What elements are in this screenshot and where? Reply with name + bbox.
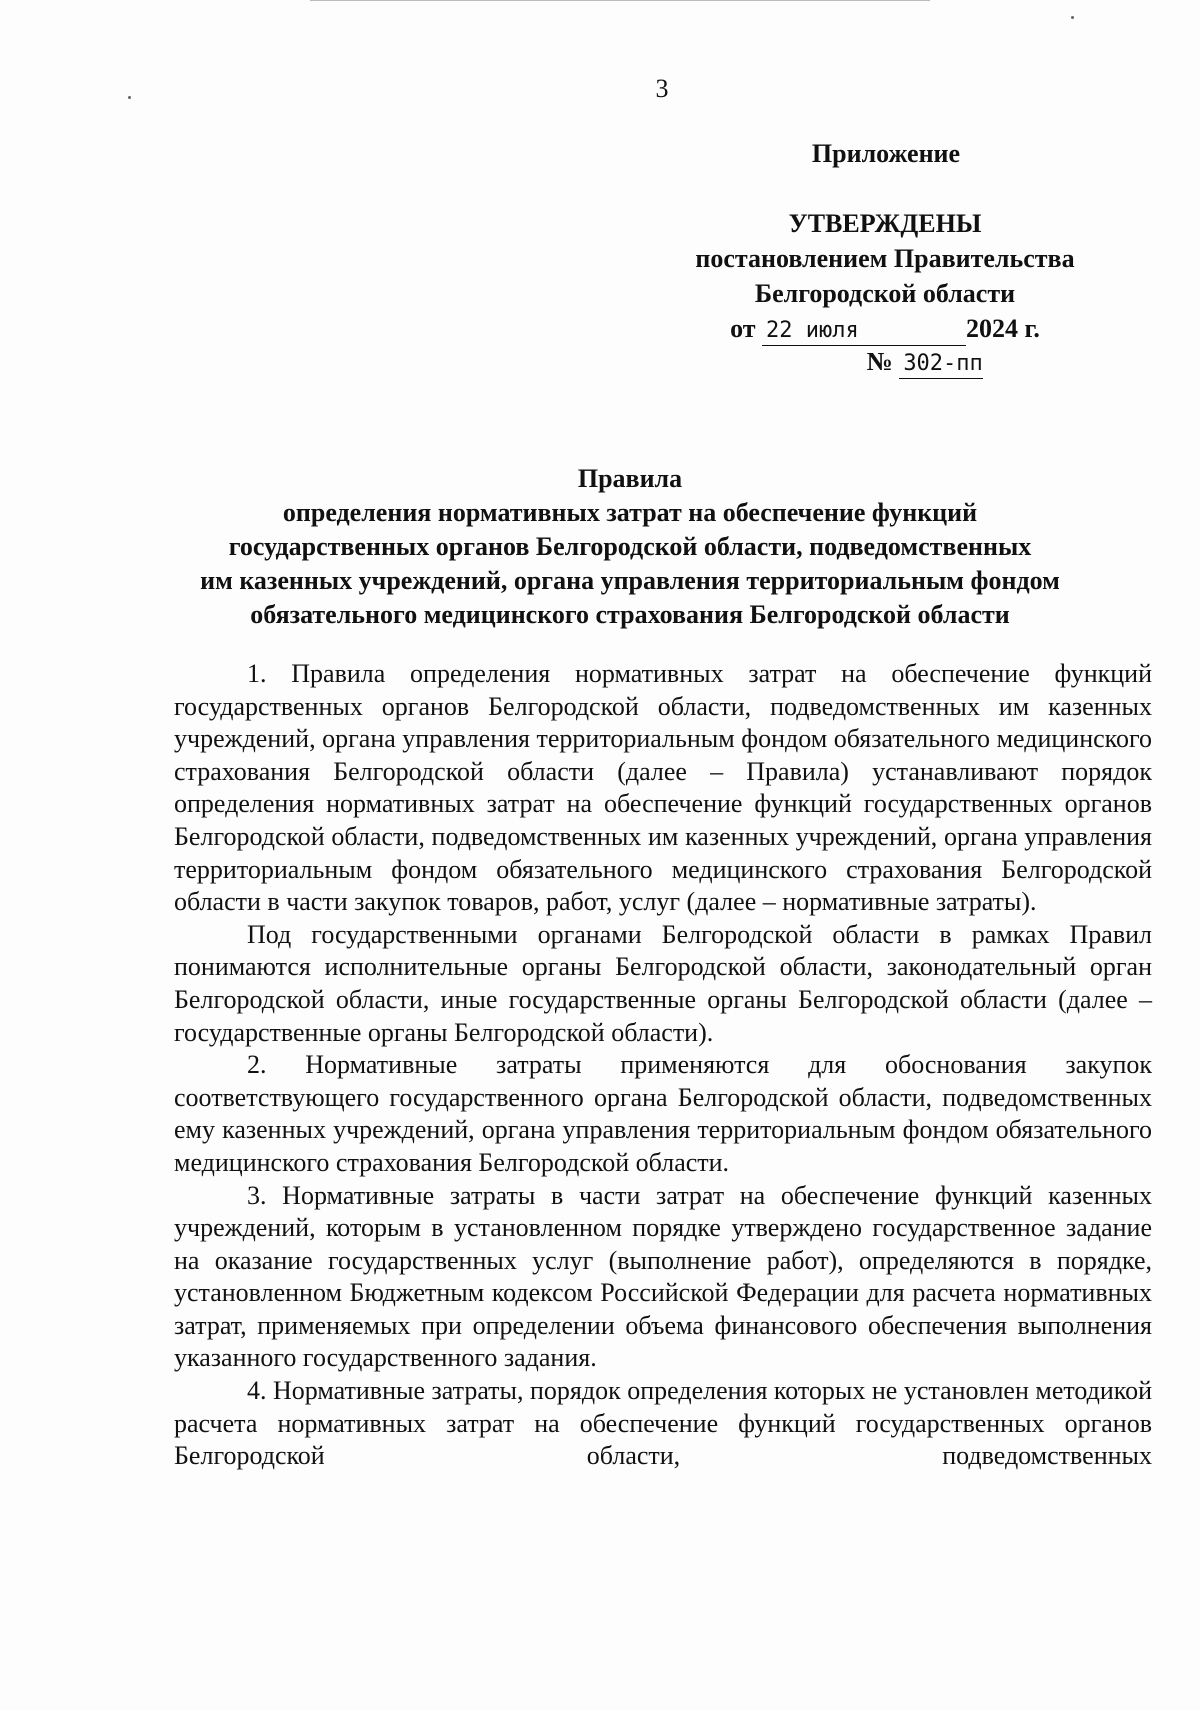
date-suffix: 2024 г. (966, 314, 1040, 343)
appendix-label: Приложение (811, 139, 961, 168)
title-line: обязательного медицинского страхования Белгородской области (250, 600, 1010, 629)
paragraph-1-definition: Под государственными органами Белгородской области в рамках Правил понимаются исполнительные органы Белгородской области, законодательный орган Белгородской области, иные государственные органы Белгородской области (далее – государственные органы Белгородской области). (174, 919, 1152, 1047)
paragraph-2: 2. Нормативные затраты применяются для обоснования закупок соответствующего государственного органа Белгородской области, подведомственных ему казенных учреждений, органа управления территориальным фондом обязательного медицинского страхования Белгородской области. (174, 1050, 1152, 1177)
paragraph-3: 3. Нормативные затраты в части затрат на обеспечение функций казенных учреждений, которым в установленном порядке утверждено государственное задание на оказание государственных услуг (выполнение работ), определяются в порядке, установленном Бюджетным кодексом Российской Федерации для расчета нормативных затрат, применяемых при определении объема финансового обеспечения выполнения указанного государственного задания. (174, 1180, 1152, 1373)
number-prefix: № (866, 347, 893, 376)
document-title (170, 462, 1090, 632)
paragraph-1: 1. Правила определения нормативных затрат на обеспечение функций государственных органов Белгородской области, подведомственных им казенных учреждений, органа управления территориальным фондом обязательного медицинского страхования Белгородской области (далее – Правила) устанавливают порядок определения нормативных затрат на обеспечение функций государственных органов Белгородской области, подведомственных им казенных учреждений, органа управления территориальным фондом обязательного медицинского страхования Белгородской области в части закупок товаров, работ, услуг (далее – нормативные затраты). (174, 659, 1152, 917)
document-body (174, 658, 1152, 1473)
approved-label: УТВЕРЖДЕНЫ (788, 209, 982, 238)
scan-speck (1071, 16, 1074, 19)
date-value: 22 июля (762, 317, 966, 346)
title-heading: Правила (577, 464, 683, 493)
paragraph-4: 4. Нормативные затраты, порядок определения которых не установлен методикой расчета нормативных затрат на обеспечение функций государственных органов Белгородской области, подведомственных (174, 1376, 1153, 1471)
approval-number-row (660, 344, 1110, 379)
approval-line-1: постановлением Правительства (695, 244, 1075, 273)
number-value: 302-пп (899, 350, 983, 379)
title-line: определения нормативных затрат на обеспечение функций (282, 498, 978, 527)
scan-edge-line (310, 0, 930, 1)
date-prefix: от (730, 314, 756, 343)
approval-date-row (660, 311, 1110, 346)
page-number: 3 (655, 74, 669, 103)
title-line: им казенных учреждений, органа управления территориальным фондом (200, 566, 1060, 595)
title-line: государственных органов Белгородской области, подведомственных (228, 532, 1032, 561)
approval-line-2: Белгородской области (754, 279, 1016, 308)
approval-block (660, 136, 1110, 379)
